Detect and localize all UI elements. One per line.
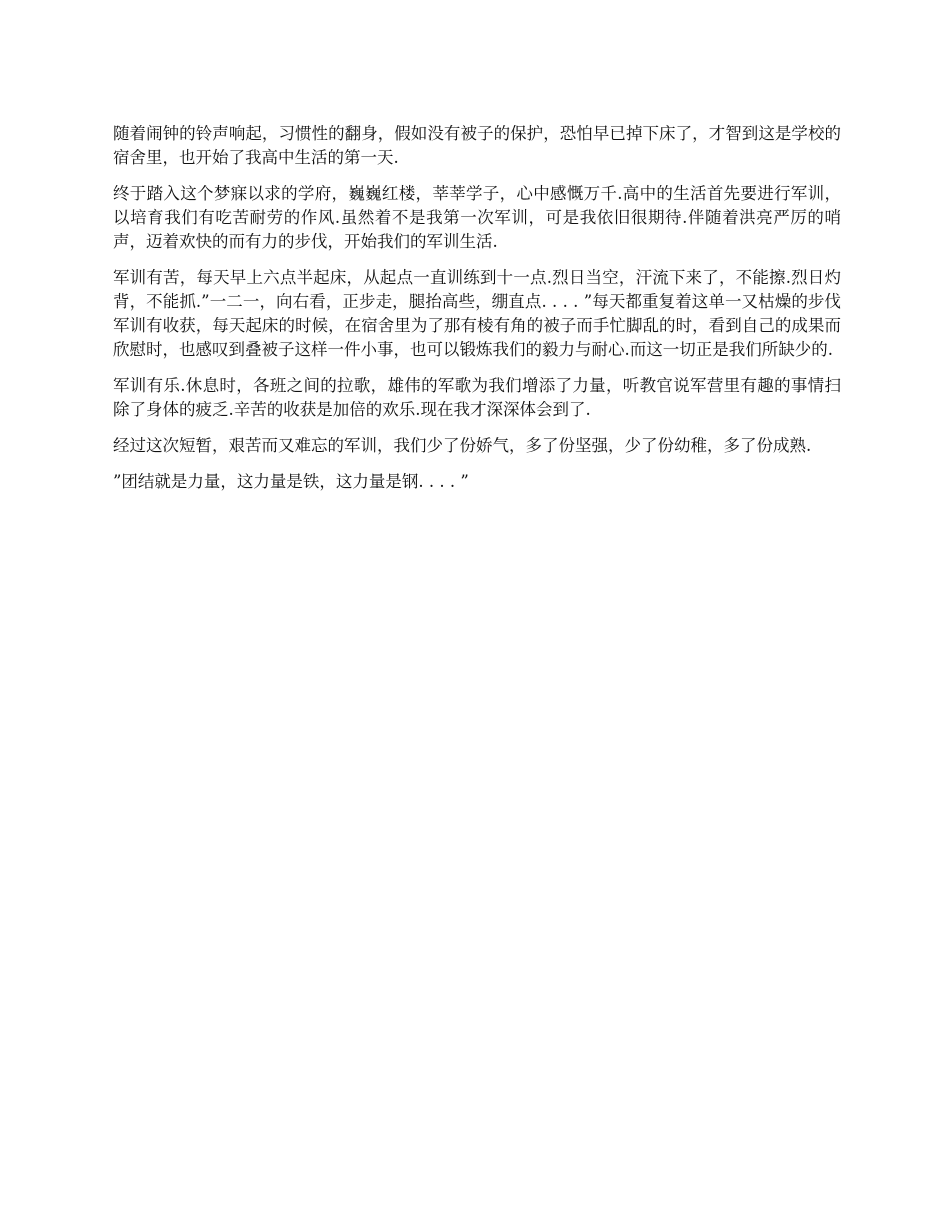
paragraph-6: ”团结就是力量，这力量是铁，这力量是钢. . . . ” xyxy=(113,472,469,491)
paragraph-5: 经过这次短暂，艰苦而又难忘的军训，我们少了份娇气，多了份坚强，少了份幼稚，多了份成熟. xyxy=(113,436,812,455)
paragraph-1: 随着闹钟的铃声响起，习惯性的翻身，假如没有被子的保护，恐怕早已掉下床了，才智到这是学校的宿舍里，也开始了我高中生活的第一天. xyxy=(113,124,841,167)
document-body xyxy=(113,122,841,506)
paragraph-4: 军训有乐.休息时，各班之间的拉歌，雄伟的军歌为我们增添了力量，听教官说军营里有趣的事情扫除了身体的疲乏.辛苦的收获是加倍的欢乐.现在我才深深体会到了. xyxy=(113,376,841,419)
paragraph-3: 军训有苦，每天早上六点半起床，从起点一直训练到十一点.烈日当空，汗流下来了，不能擦.烈日灼背，不能抓.”一二一，向右看，正步走，腿抬高些，绷直点. . . . ”每天都重复着这单一又枯燥的步伐 军训有收获，每天起床的时候，在宿舍里为了那有棱有角的被子而手忙脚乱的时，看到自己的成果而欣慰时，也感叹到叠被子这样一件小事，也可以锻炼我们的毅力与耐心.而这一切正是我们所缺少的. xyxy=(113,268,841,359)
paragraph-2: 终于踏入这个梦寐以求的学府，巍巍红楼，莘莘学子，心中感慨万千.高中的生活首先要进行军训，以培育我们有吃苦耐劳的作风.虽然着不是我第一次军训，可是我依旧很期待.伴随着洪亮严厉的哨声，迈着欢快的而有力的步伐，开始我们的军训生活. xyxy=(113,184,841,251)
